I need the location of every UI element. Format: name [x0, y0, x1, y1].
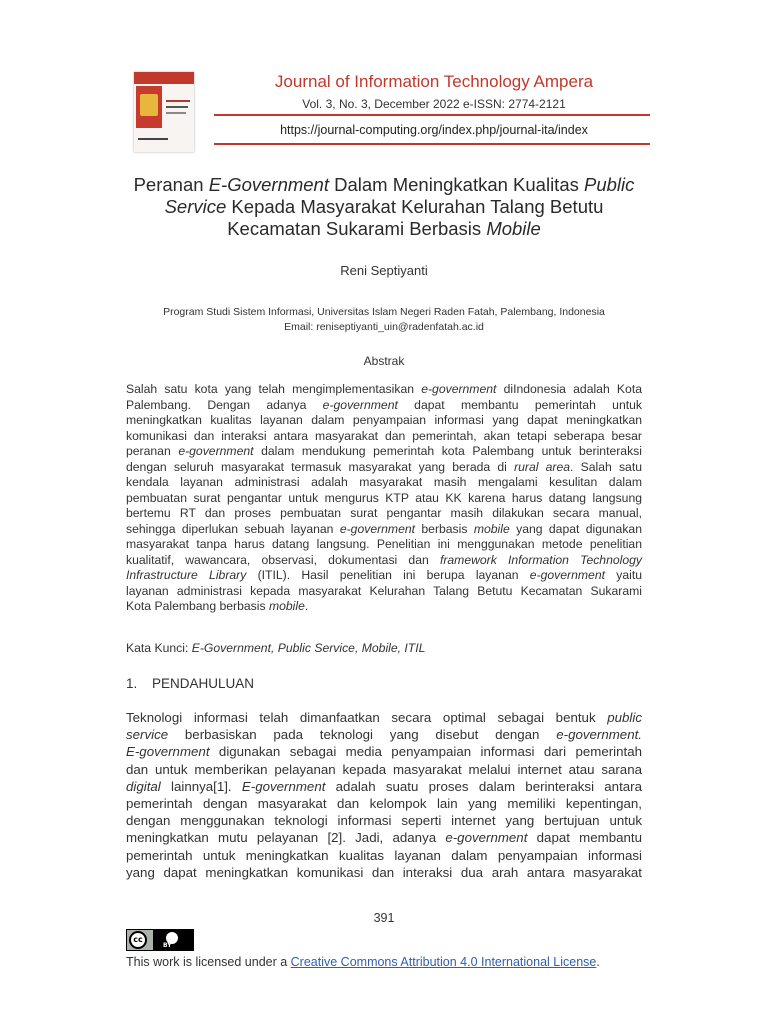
page-number: 391 [373, 911, 395, 925]
abstract-line: kendala layanan administrasi adalah masyarakat masih mengalami kesulitan dalam [126, 475, 642, 489]
title-line: Peranan E-Government Dalam Meningkatkan Kualitas Public [133, 174, 635, 195]
header-rule-bottom [214, 143, 650, 145]
by-label: BY [163, 942, 172, 949]
abstract-line: layanan administrasi kepada masyarakat Kelurahan Talang Betutu Kecamatan Sukarami [126, 583, 642, 598]
body-line: pemerintah untuk meningkatkan kualitas layanan dalam penyampaian informasi [126, 847, 642, 863]
abstract-line: meningkatkan kualitas layanan dalam penyampaian informasi yang dapat meningkatkan [126, 413, 642, 427]
body-line: dengan menggunakan teknologi informasi seperti internet yang bertujuan untuk [126, 813, 642, 829]
cc-by-license-badge[interactable] [126, 929, 194, 951]
journal-volume-line: Vol. 3, No. 3, December 2022 e-ISSN: 2774-2121 [302, 97, 566, 111]
abstract-line: kualitatif, wawancara, observasi, dokumentasi dan framework Information Technology [126, 552, 643, 567]
abstract-body [126, 382, 642, 615]
author-email: Email: reniseptiyanti_uin@radenfatah.ac.id [284, 321, 484, 333]
license-suffix: . [596, 955, 600, 969]
body-line: service berbasiskan pada teknologi yang disebut dengan e-government. [126, 727, 642, 743]
abstract-line: dengan seluruh masyarakat termasuk masyarakat yang berada di rural area. Salah satu [126, 459, 642, 474]
section-heading [126, 676, 642, 691]
abstract-line: pembuatan surat pengantar untuk mengurus KTP atau KK karena harus datang langsung [126, 490, 642, 505]
abstract-line: Infrastructure Library (ITIL). Hasil penelitian ini berupa layanan e-government yaitu [126, 568, 642, 582]
header-rule-top [214, 114, 650, 116]
affiliation: Program Studi Sistem Informasi, Universitas Islam Negeri Raden Fatah, Palembang, Indonesia [163, 306, 605, 318]
author-name: Reni Septiyanti [340, 263, 428, 278]
abstract-line: sehingga diperlukan sebuah layanan e-government berbasis mobile yang dapat digunakan [126, 521, 642, 536]
cc-icon: cc [129, 931, 147, 949]
abstract-line: peranan e-government dalam mendukung pemerintah kota Palembang untuk berinteraksi [126, 444, 642, 458]
body-line: E-government digunakan sebagai media penyampaian informasi dari pemerintah [126, 744, 642, 760]
license-statement [126, 955, 686, 969]
license-link[interactable]: Creative Commons Attribution 4.0 International License [290, 955, 597, 969]
title-line: Kecamatan Sukarami Berbasis Mobile [227, 218, 541, 239]
affiliation-block [100, 305, 668, 335]
abstract-line: bertemu RT dan proses pembuatan surat pengantar masih dilakukan secara manual, [126, 506, 642, 520]
keywords [126, 641, 642, 655]
section-number: 1. [126, 676, 138, 691]
body-paragraph [126, 709, 642, 881]
abstract-line: Salah satu kota yang telah mengimplementasikan e-government diIndonesia adalah Kota [126, 382, 642, 396]
keywords-value: E-Government, Public Service, Mobile, ITIL [191, 641, 426, 655]
abstract-line: Palembang. Dengan adanya e-government dapat membantu pemerintah untuk [126, 397, 642, 412]
body-line: meningkatkan mutu pelayanan [2]. Jadi, adanya e-government dapat membantu [126, 830, 642, 846]
paper-title [100, 174, 668, 240]
journal-title: Journal of Information Technology Ampera [274, 72, 594, 91]
license-prefix: This work is licensed under a [126, 955, 291, 969]
body-line: digital lainnya[1]. E-government adalah suatu proses dalam berinteraksi antara [126, 778, 642, 794]
body-line: Teknologi informasi telah dimanfaatkan secara optimal sebagai bentuk public [126, 710, 642, 725]
abstract-line: Kota Palembang berbasis mobile. [126, 599, 309, 613]
abstract-line: komunikasi dan interaksi antara masyarakat dan pemerintah, akan tetapi seberapa besar [126, 428, 642, 443]
title-line: Service Kepada Masyarakat Kelurahan Talang Betutu [164, 196, 604, 217]
abstract-line: masyarakat tanpa harus datang langsung. Penelitian ini menggunakan metode penelitian [126, 537, 642, 551]
abstract-heading: Abstrak [363, 354, 405, 368]
keywords-label: Kata Kunci: [126, 641, 192, 655]
journal-cover-thumbnail [134, 72, 194, 152]
body-line: dan untuk memberikan pelayanan kepada masyarakat melalui internet atau sarana [126, 761, 642, 777]
body-line: pemerintah dengan masyarakat dan kelompok lain yang memiliki kepentingan, [126, 796, 642, 812]
journal-url: https://journal-computing.org/index.php/journal-ita/index [280, 123, 588, 137]
section-title: PENDAHULUAN [152, 676, 255, 691]
body-line: yang dapat meningkatkan komunikasi dan interaksi dua arah antara masyarakat [126, 864, 642, 880]
